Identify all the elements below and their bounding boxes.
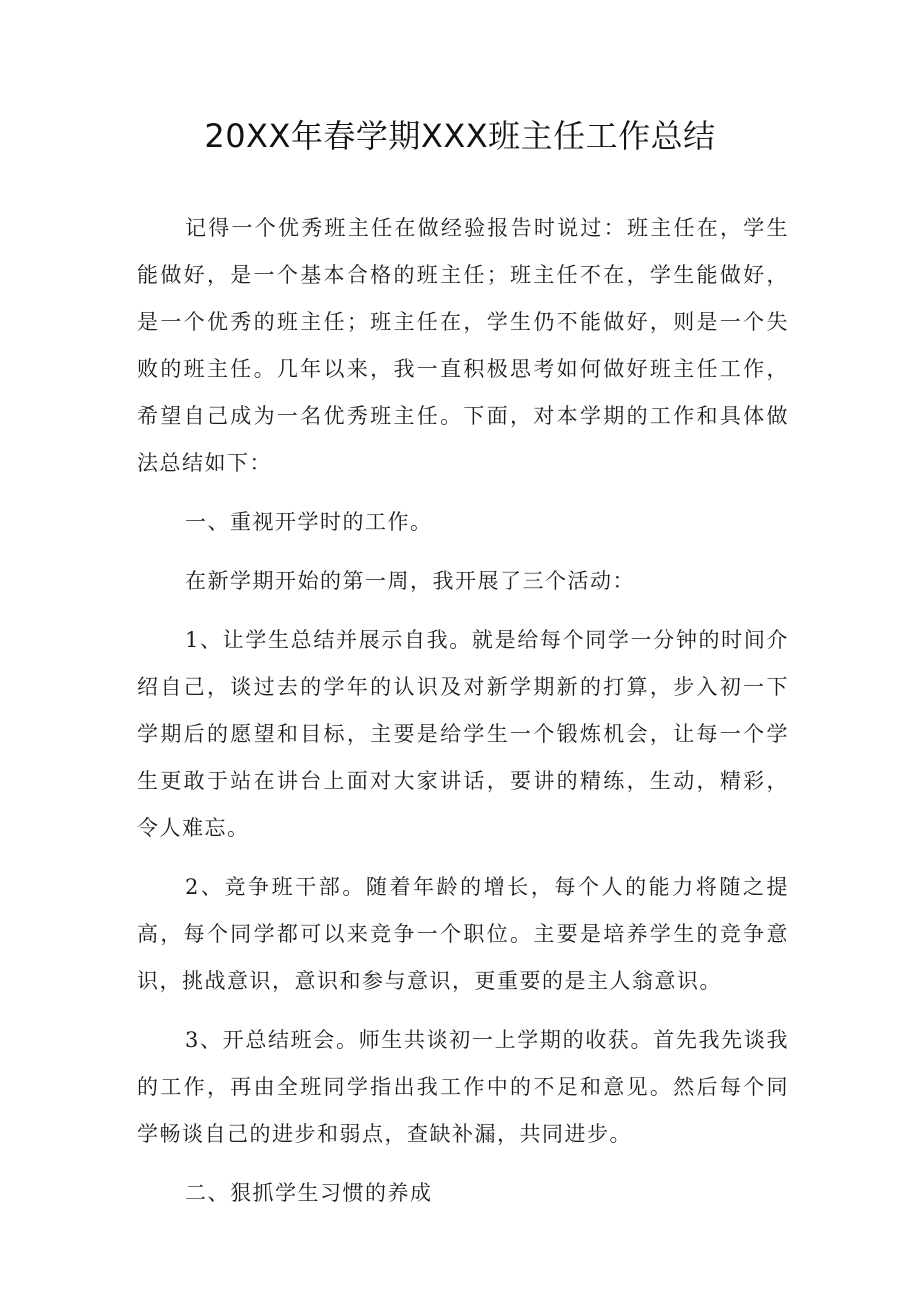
section-heading-1: 一、重视开学时的工作。 [185,510,433,534]
document-title: 20XX年春学期XXX班主任工作总结 [204,117,716,155]
section-heading-2: 二、狠抓学生习惯的养成 [185,1181,433,1205]
paragraph-activities-intro: 在新学期开始的第一周，我开展了三个活动： [185,569,635,593]
paragraph-activity-2: 2、竞争班干部。随着年龄的增长，每个人的能力将随之提高，每个同学都可以来竞争一个职位。主要是培养学生的竞争意识，挑战意识，意识和参与意识，更重要的是主人翁意识。 [137,875,789,993]
document-body [137,205,789,1229]
paragraph-activity-1: 1、让学生总结并展示自我。就是给每个同学一分钟的时间介绍自己，谈过去的学年的认识及对新学期新的打算，步入初一下学期后的愿望和目标，主要是给学生一个锻炼机会，让每一个学生更敢于站在讲台上面对大家讲话，要讲的精练，生动，精彩，令人难忘。 [137,628,789,840]
paragraph-activity-3: 3、开总结班会。师生共谈初一上学期的收获。首先我先谈我的工作，再由全班同学指出我工作中的不足和意见。然后每个同学畅谈自己的进步和弱点，查缺补漏，共同进步。 [137,1028,789,1146]
paragraph-intro: 记得一个优秀班主任在做经验报告时说过：班主任在，学生能做好，是一个基本合格的班主任；班主任不在，学生能做好，是一个优秀的班主任；班主任在，学生仍不能做好，则是一个失败的班主任。几年以来，我一直积极思考如何做好班主任工作，希望自己成为一名优秀班主任。下面，对本学期的工作和具体做法总结如下： [137,216,789,475]
